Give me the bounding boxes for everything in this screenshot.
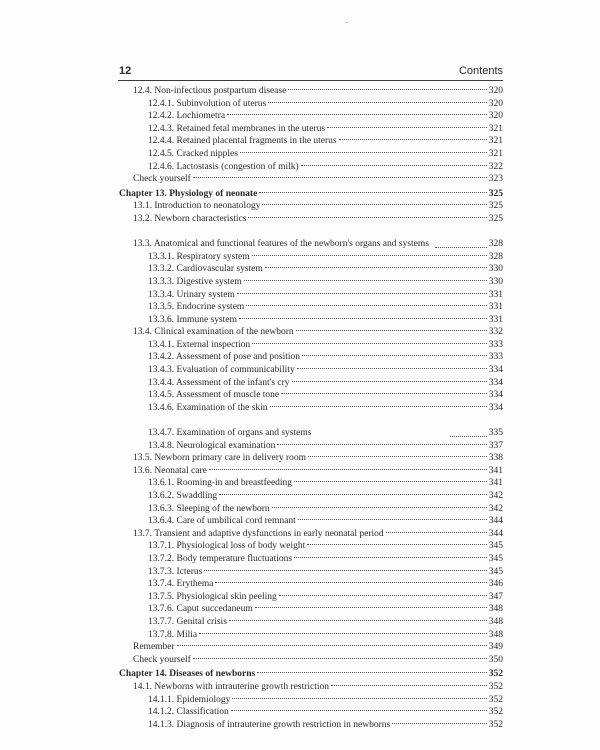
toc-entry-title: 13.7.6. Caput succedaneum bbox=[148, 604, 253, 615]
dot-leader bbox=[244, 280, 487, 281]
toc-entry-page: 348 bbox=[488, 629, 503, 640]
toc-entry bbox=[119, 654, 503, 667]
dot-leader bbox=[298, 519, 487, 520]
toc-entry bbox=[119, 553, 503, 566]
toc-entry-title: 12.4.1. Subinvolution of uterus bbox=[148, 98, 267, 109]
toc-entry-page: 342 bbox=[488, 503, 503, 514]
toc-entry bbox=[119, 226, 503, 251]
toc-entry bbox=[119, 414, 503, 439]
toc-entry-page: 332 bbox=[488, 327, 503, 338]
toc-entry-title: 13.3.1. Respiratory system bbox=[148, 251, 250, 262]
toc-entry bbox=[119, 629, 503, 642]
toc-entry-title: 13.4.2. Assessment of pose and position bbox=[148, 352, 300, 363]
toc-entry-title: 13.4.5. Assessment of muscle tone bbox=[148, 390, 280, 401]
toc-entry-page: 352 bbox=[488, 707, 503, 718]
toc-entry bbox=[119, 98, 503, 111]
dot-leader bbox=[301, 165, 487, 166]
dot-leader bbox=[227, 114, 487, 115]
toc-entry bbox=[119, 364, 503, 377]
toc-entry bbox=[119, 603, 503, 616]
toc-entry bbox=[119, 173, 503, 186]
toc-entry-page: 330 bbox=[488, 264, 503, 275]
toc-entry bbox=[119, 515, 503, 528]
toc-entry bbox=[119, 578, 503, 591]
toc-entry-page: 352 bbox=[488, 681, 503, 692]
toc-entry bbox=[119, 351, 503, 364]
toc-entry-title: 14.1.2. Classification bbox=[148, 707, 229, 718]
toc-entry-title: Chapter 13. Physiology of neonate bbox=[119, 188, 258, 199]
dot-leader bbox=[339, 139, 487, 140]
toc-entry-page: 334 bbox=[488, 390, 503, 401]
dot-leader bbox=[246, 305, 486, 306]
toc-entry-page: 322 bbox=[488, 161, 503, 172]
dot-leader bbox=[177, 645, 487, 646]
dot-leader bbox=[199, 633, 487, 634]
dot-leader bbox=[262, 204, 486, 205]
toc-entry bbox=[119, 339, 503, 352]
toc-entry-page: 342 bbox=[488, 491, 503, 501]
toc-entry-title: 13.7.5. Physiological skin peeling bbox=[148, 591, 277, 602]
scan-mark bbox=[345, 22, 348, 23]
dot-leader bbox=[308, 456, 487, 457]
toc-entry-page: 323 bbox=[488, 174, 503, 185]
toc-entry-title: 12.4.3. Retained fetal membranes in the uterus bbox=[148, 123, 326, 134]
toc-entry-title: 13.6.3. Sleeping of the newborn bbox=[148, 503, 270, 514]
toc-entry-title: 13.6. Neonatal care bbox=[133, 465, 207, 476]
toc-entry-title: 13.5. Newborn primary care in delivery room bbox=[133, 453, 307, 464]
toc-entry-page: 344 bbox=[488, 528, 503, 539]
toc-entry-title: Remember bbox=[133, 642, 175, 653]
toc-entry-title: 13.6.4. Care of umbilical cord remnant bbox=[148, 516, 296, 527]
toc-entry-title: 13.7.3. Icterus bbox=[148, 566, 203, 577]
dot-leader bbox=[281, 393, 487, 394]
dot-leader bbox=[232, 698, 486, 699]
toc-entry bbox=[119, 402, 503, 415]
toc-entry-title: 14.1. Newborns with intrauterine growth restriction bbox=[133, 681, 330, 692]
toc-entry-page: 325 bbox=[488, 213, 503, 224]
dot-leader bbox=[297, 368, 487, 369]
toc-entry-title: 12.4.4. Retained placental fragments in the uterus bbox=[148, 136, 337, 147]
toc-entry bbox=[119, 161, 503, 174]
toc-entry-title: 13.4.6. Examination of the skin bbox=[148, 402, 268, 413]
dot-leader bbox=[204, 570, 486, 571]
toc-entry-title: 14.1.3. Diagnosis of intrauterine growth restriction in newborns bbox=[148, 719, 391, 730]
toc-entry bbox=[119, 110, 503, 123]
toc-entry bbox=[119, 490, 503, 503]
toc-entry-page: 331 bbox=[488, 289, 503, 300]
toc-entry-title: Chapter 14. Diseases of newborns bbox=[119, 669, 256, 680]
toc-entry bbox=[119, 694, 503, 707]
toc-entry bbox=[119, 289, 503, 302]
page-number: 12 bbox=[119, 65, 132, 77]
dot-leader bbox=[193, 658, 487, 659]
dot-leader bbox=[386, 532, 487, 533]
toc-entry-page: 348 bbox=[488, 604, 503, 615]
toc-entry bbox=[119, 641, 503, 654]
dot-leader bbox=[255, 607, 487, 608]
toc-entry bbox=[119, 477, 503, 490]
toc-entry bbox=[119, 591, 503, 604]
toc-entry-title: 13.4. Clinical examination of the newborn bbox=[133, 327, 294, 338]
toc-entry-page: 321 bbox=[488, 123, 503, 134]
dot-leader bbox=[229, 620, 487, 621]
toc-entry bbox=[119, 681, 503, 694]
toc-entry-title: 13.6.2. Swaddling bbox=[148, 491, 218, 501]
toc-entry-page: 335 bbox=[488, 428, 503, 439]
toc-chapter-entry bbox=[119, 188, 503, 201]
toc-entry-title: 13.7.8. Milia bbox=[148, 629, 198, 640]
toc-entry-page: 345 bbox=[488, 566, 503, 577]
running-title: Contents bbox=[458, 65, 503, 77]
dot-leader bbox=[252, 343, 487, 344]
toc-entry-title: 13.6.1. Rooming-in and breastfeeding bbox=[148, 478, 293, 489]
dot-leader bbox=[219, 494, 487, 495]
table-of-contents bbox=[119, 85, 503, 731]
toc-entry-title: 13.7. Transient and adaptive dysfunctions in early neonatal period bbox=[133, 528, 384, 539]
toc-entry-title: 13.4.7. Examination of organs and systems bbox=[148, 428, 312, 439]
dot-leader bbox=[279, 595, 487, 596]
dot-leader bbox=[272, 507, 487, 508]
toc-entry-page: 331 bbox=[488, 302, 503, 313]
toc-entry-page: 344 bbox=[488, 516, 503, 527]
dot-leader bbox=[248, 217, 486, 218]
dot-leader bbox=[294, 557, 487, 558]
toc-entry bbox=[119, 301, 503, 314]
page-header bbox=[119, 65, 503, 80]
toc-entry bbox=[119, 706, 503, 719]
toc-entry bbox=[119, 326, 503, 339]
toc-entry-title: 14.1.1. Epidemiology bbox=[148, 694, 231, 705]
toc-entry-title: 13.7.4. Erythema bbox=[148, 579, 214, 590]
toc-entry-page: 321 bbox=[488, 148, 503, 159]
dot-leader bbox=[239, 318, 487, 319]
toc-entry-title: 13.7.2. Body temperature fluctuations bbox=[148, 553, 293, 564]
toc-entry-title: 13.3.5. Endocrine system bbox=[148, 302, 245, 313]
toc-entry-title: 13.3.2. Cardiovascular system bbox=[148, 264, 263, 275]
toc-entry-page: 352 bbox=[488, 694, 503, 705]
toc-entry-page: 325 bbox=[488, 201, 503, 212]
toc-entry-page: 345 bbox=[488, 541, 503, 552]
toc-entry-title: 12.4. Non-infectious postpartum disease bbox=[133, 86, 287, 96]
toc-entry bbox=[119, 465, 503, 478]
toc-entry-page: 328 bbox=[488, 251, 503, 262]
toc-entry-page: 348 bbox=[488, 616, 503, 627]
dot-leader bbox=[296, 330, 487, 331]
toc-entry-title: 13.3. Anatomical and functional features of the newborn's organs and systems bbox=[133, 239, 429, 250]
toc-entry-page: 333 bbox=[488, 339, 503, 350]
toc-entry bbox=[119, 440, 503, 453]
toc-entry-page: 321 bbox=[488, 136, 503, 147]
toc-entry bbox=[119, 616, 503, 629]
toc-entry-title: 13.7.1. Physiological loss of body weight bbox=[148, 541, 306, 552]
toc-entry bbox=[119, 135, 503, 148]
toc-entry bbox=[119, 276, 503, 289]
toc-entry-title: 13.1. Introduction to neonatology bbox=[133, 201, 261, 212]
toc-entry-page: 334 bbox=[488, 402, 503, 413]
toc-entry-page: 320 bbox=[488, 86, 503, 96]
toc-entry-title: 12.4.5. Cracked nipples bbox=[148, 148, 238, 159]
toc-entry bbox=[119, 377, 503, 390]
toc-entry-page: 330 bbox=[488, 276, 503, 287]
toc-entry-page: 338 bbox=[488, 453, 503, 464]
toc-entry bbox=[119, 200, 503, 213]
dot-leader bbox=[327, 127, 487, 128]
toc-entry-page: 352 bbox=[488, 669, 503, 680]
dot-leader bbox=[257, 672, 486, 673]
dot-leader bbox=[231, 710, 487, 711]
toc-entry-page: 345 bbox=[488, 553, 503, 564]
toc-entry-page: 346 bbox=[488, 579, 503, 590]
toc-chapter-entry bbox=[119, 668, 503, 681]
toc-entry bbox=[119, 123, 503, 136]
dot-leader bbox=[215, 582, 486, 583]
toc-entry-page: 341 bbox=[488, 478, 503, 489]
dot-leader bbox=[307, 544, 486, 545]
toc-entry-page: 349 bbox=[488, 642, 503, 653]
toc-entry-page: 352 bbox=[488, 719, 503, 730]
toc-entry-page: 331 bbox=[488, 314, 503, 325]
dot-leader bbox=[435, 247, 487, 248]
toc-entry bbox=[119, 213, 503, 226]
dot-leader bbox=[270, 406, 487, 407]
dot-leader bbox=[450, 436, 487, 437]
toc-entry bbox=[119, 566, 503, 579]
toc-entry-page: 350 bbox=[488, 654, 503, 665]
toc-entry-page: 337 bbox=[488, 440, 503, 451]
dot-leader bbox=[302, 355, 487, 356]
dot-leader bbox=[392, 723, 487, 724]
toc-entry-title: 13.7.7. Genital crisis bbox=[148, 616, 227, 627]
toc-entry bbox=[119, 263, 503, 276]
dot-leader bbox=[288, 89, 486, 90]
dot-leader bbox=[277, 444, 486, 445]
toc-entry bbox=[119, 389, 503, 402]
dot-leader bbox=[294, 481, 487, 482]
toc-entry-page: 328 bbox=[488, 239, 503, 250]
toc-entry-page: 334 bbox=[488, 377, 503, 388]
toc-entry-title: Check yourself bbox=[133, 654, 191, 665]
dot-leader bbox=[331, 685, 487, 686]
toc-entry-title: 13.4.4. Assessment of the infant's cry bbox=[148, 377, 290, 388]
toc-entry bbox=[119, 452, 503, 465]
dot-leader bbox=[265, 267, 487, 268]
toc-entry bbox=[119, 719, 503, 732]
dot-leader bbox=[292, 381, 487, 382]
toc-entry-title: 13.4.8. Neurological examination bbox=[148, 440, 276, 451]
toc-entry bbox=[119, 251, 503, 264]
toc-entry-page: 320 bbox=[488, 98, 503, 109]
toc-entry-title: 13.4.3. Evaluation of communicability bbox=[148, 365, 295, 376]
toc-entry bbox=[119, 85, 503, 98]
toc-entry-title: 13.4.1. External inspection bbox=[148, 339, 251, 350]
toc-entry bbox=[119, 148, 503, 161]
toc-entry-title: 13.3.6. Immune system bbox=[148, 314, 237, 325]
toc-entry-title: 13.3.3. Digestive system bbox=[148, 276, 242, 287]
toc-entry-page: 347 bbox=[488, 591, 503, 602]
toc-entry-page: 341 bbox=[488, 465, 503, 476]
toc-entry-page: 320 bbox=[488, 111, 503, 122]
toc-entry bbox=[119, 314, 503, 327]
dot-leader bbox=[237, 293, 487, 294]
dot-leader bbox=[193, 177, 487, 178]
dot-leader bbox=[268, 102, 487, 103]
toc-entry bbox=[119, 503, 503, 516]
toc-entry-title: Check yourself bbox=[133, 174, 191, 185]
toc-entry-page: 325 bbox=[488, 188, 503, 199]
toc-entry-title: 12.4.2. Lochiometra bbox=[148, 111, 226, 122]
dot-leader bbox=[252, 255, 487, 256]
toc-entry-page: 333 bbox=[488, 352, 503, 363]
toc-entry-title: 12.4.6. Lactostasis (congestion of milk) bbox=[148, 161, 299, 172]
toc-entry-title: 13.2. Newborn characteristics bbox=[133, 213, 247, 224]
header-rule bbox=[118, 80, 503, 81]
dot-leader bbox=[240, 152, 487, 153]
toc-entry bbox=[119, 540, 503, 553]
toc-entry bbox=[119, 528, 503, 541]
toc-entry-page: 334 bbox=[488, 365, 503, 376]
toc-entry-title: 13.3.4. Urinary system bbox=[148, 289, 235, 300]
dot-leader bbox=[209, 469, 487, 470]
dot-leader bbox=[259, 192, 486, 193]
